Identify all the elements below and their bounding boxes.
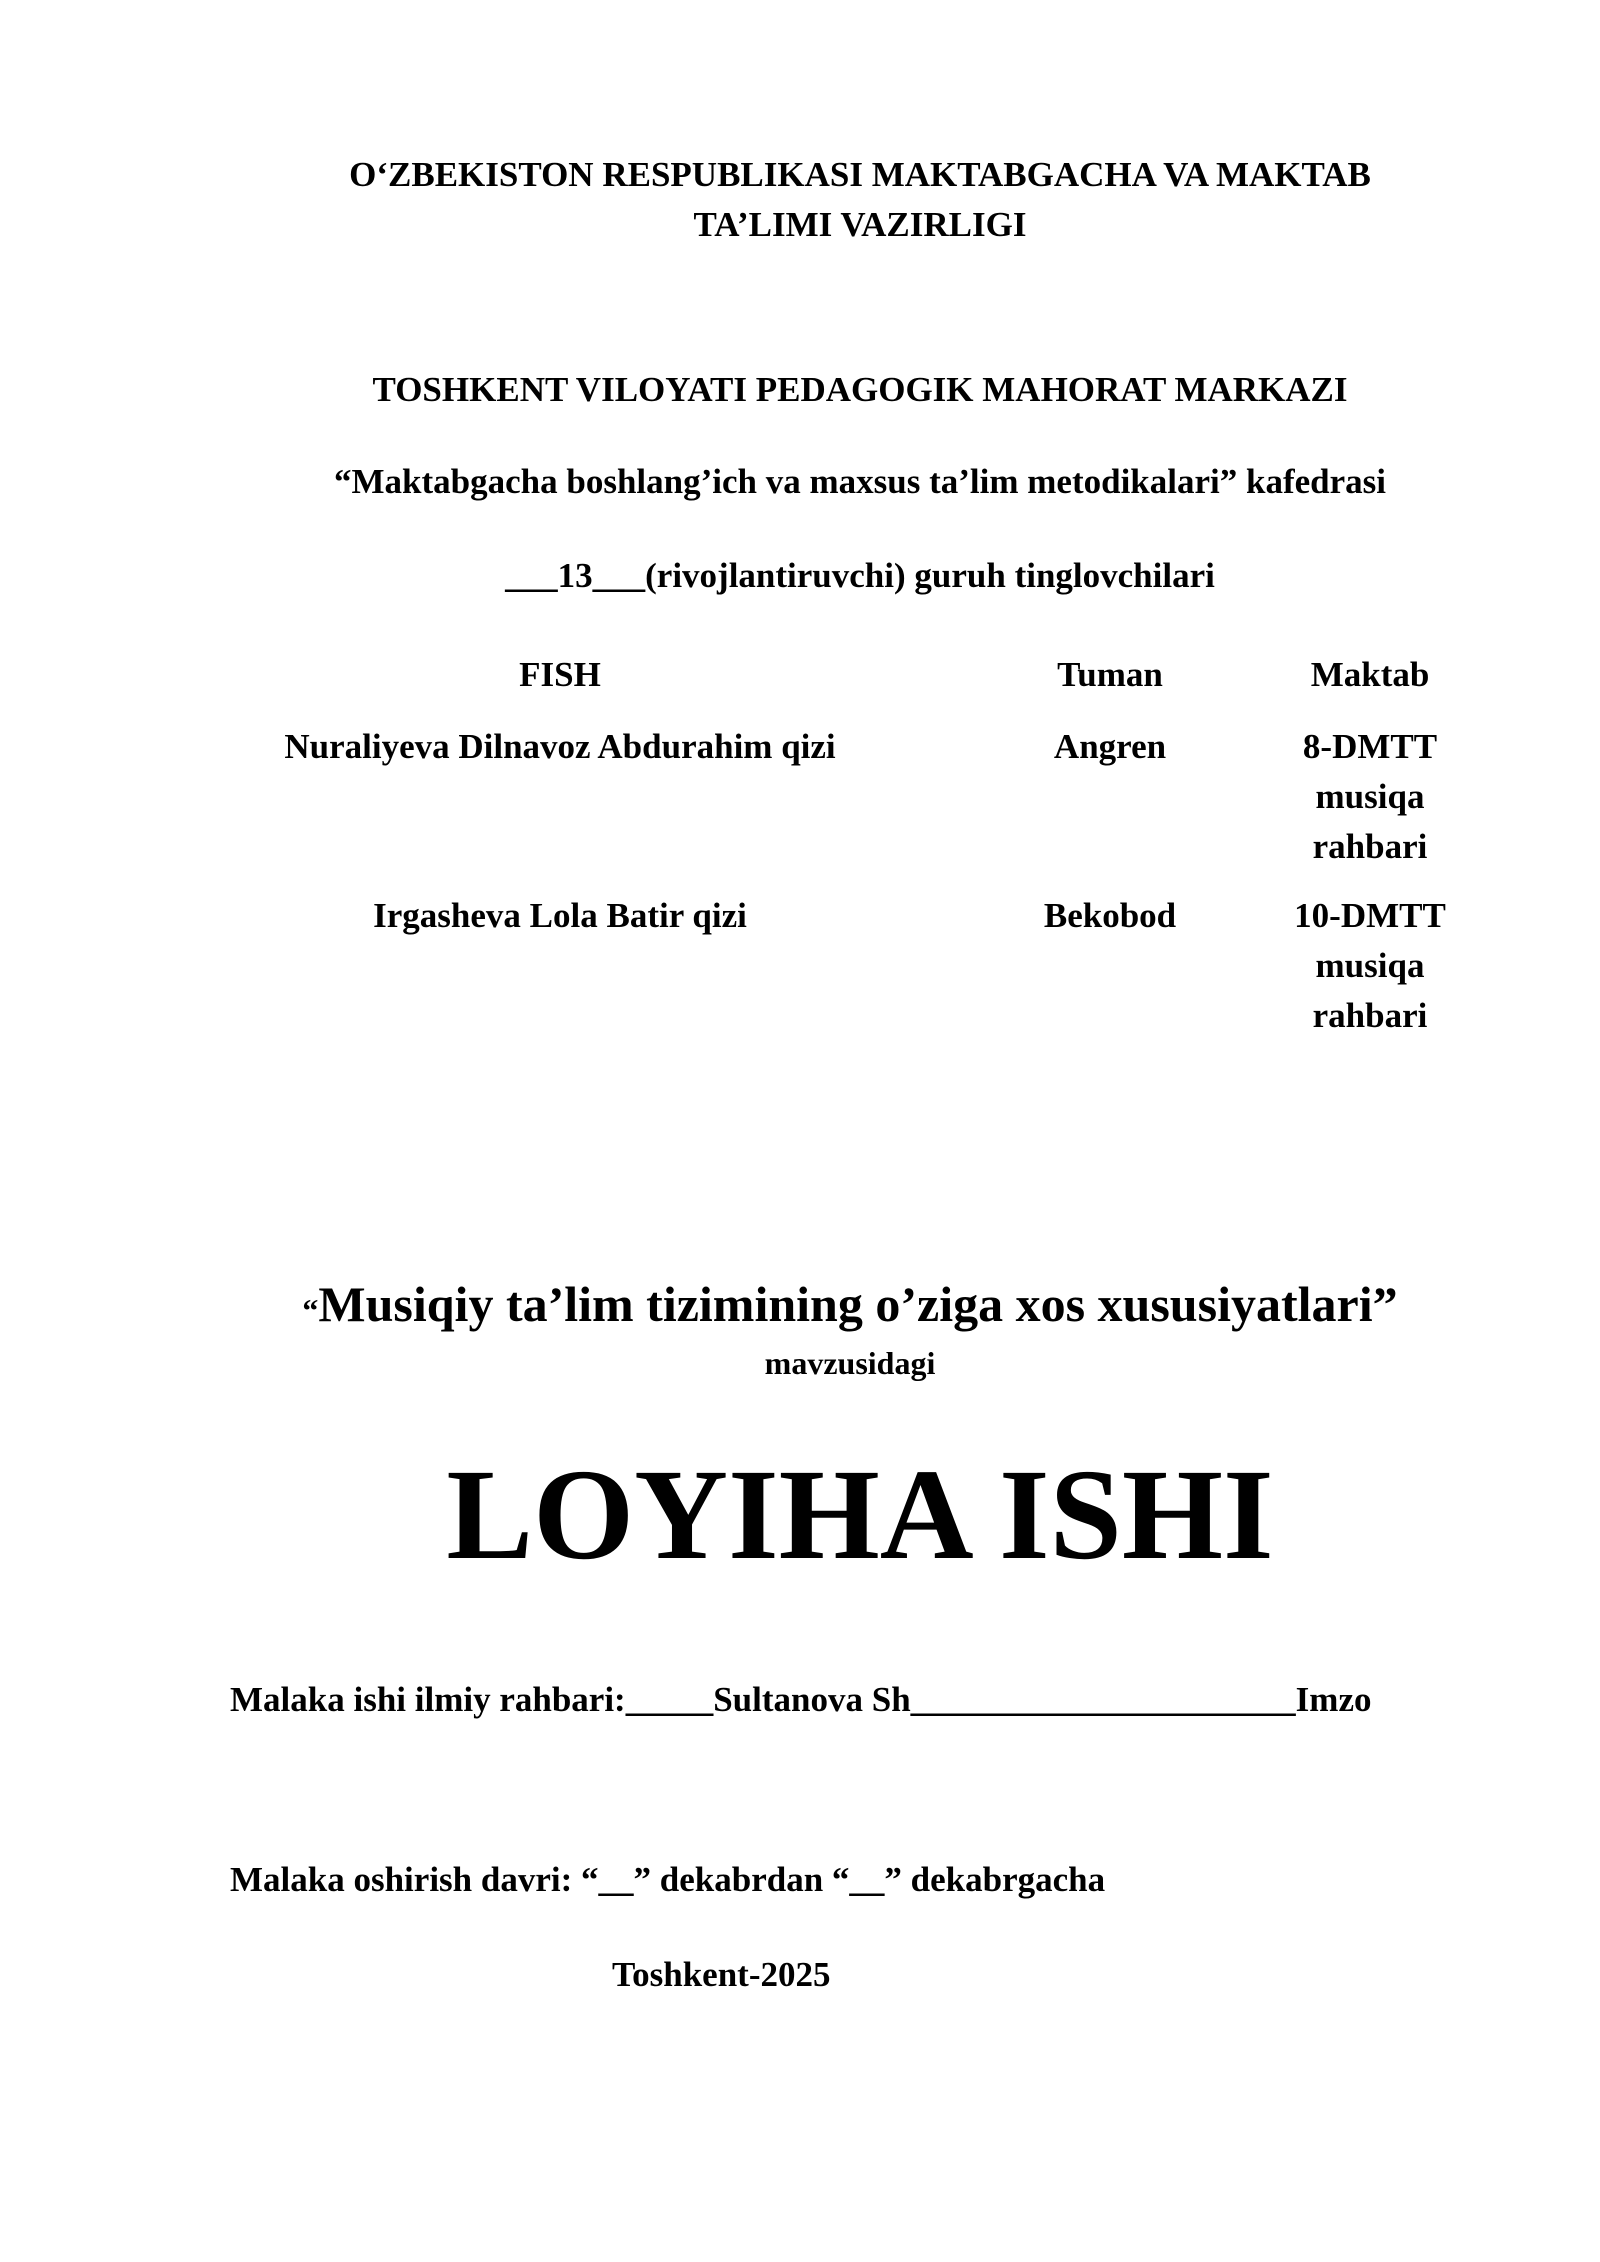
- row-1-maktab-line: musiqa: [1315, 777, 1425, 816]
- header-maktab: Maktab: [1310, 655, 1430, 694]
- ministry-line-1: O‘ZBEKISTON RESPUBLIKASI MAKTABGACHA VA MAKTAB: [349, 155, 1371, 194]
- row-2-maktab-line: 10-DMTT: [1294, 896, 1446, 935]
- row-1-tuman: Angren: [1053, 727, 1167, 766]
- center-heading: TOSHKENT VILOYATI PEDAGOGIK MAHORAT MARKAZI: [372, 370, 1348, 409]
- document-title: LOYIHA ISHI: [446, 1443, 1274, 1587]
- row-1-maktab: [1255, 722, 1485, 872]
- header-tuman: Tuman: [1057, 655, 1163, 694]
- row-2-tuman: Bekobod: [1043, 896, 1177, 935]
- city-year: Toshkent-2025: [612, 1955, 831, 1994]
- ministry-line-2: TA’LIMI VAZIRLIGI: [693, 205, 1027, 244]
- group-heading: ___13___(rivojlantiruvchi) guruh tinglovchilari: [505, 556, 1215, 595]
- row-1-maktab-line: rahbari: [1312, 827, 1428, 866]
- row-1-fish: Nuraliyeva Dilnavoz Abdurahim qizi: [284, 727, 836, 766]
- topic-text: Musiqiy ta’lim tizimining o’ziga xos xususiyatlari”: [318, 1276, 1398, 1332]
- row-1-maktab-line: 8-DMTT: [1302, 727, 1438, 766]
- period-line: Malaka oshirish davri: “__” dekabrdan “__” dekabrgacha: [230, 1860, 1106, 1899]
- row-2-maktab-line: musiqa: [1315, 946, 1425, 985]
- advisor-line: Malaka ishi ilmiy rahbari:_____Sultanova Sh______________________Imzo: [230, 1680, 1372, 1719]
- topic-open-quote: “: [302, 1292, 319, 1328]
- topic-subtitle: mavzusidagi: [764, 1345, 936, 1381]
- row-2-maktab-line: rahbari: [1312, 996, 1428, 1035]
- row-2-fish: Irgasheva Lola Batir qizi: [373, 896, 747, 935]
- topic-title: [200, 1275, 1500, 1333]
- row-2-maktab: [1255, 891, 1485, 1041]
- ministry-heading: [230, 150, 1490, 250]
- department-heading: “Maktabgacha boshlang’ich va maxsus ta’lim metodikalari” kafedrasi: [334, 462, 1386, 501]
- header-fish: FISH: [519, 655, 601, 694]
